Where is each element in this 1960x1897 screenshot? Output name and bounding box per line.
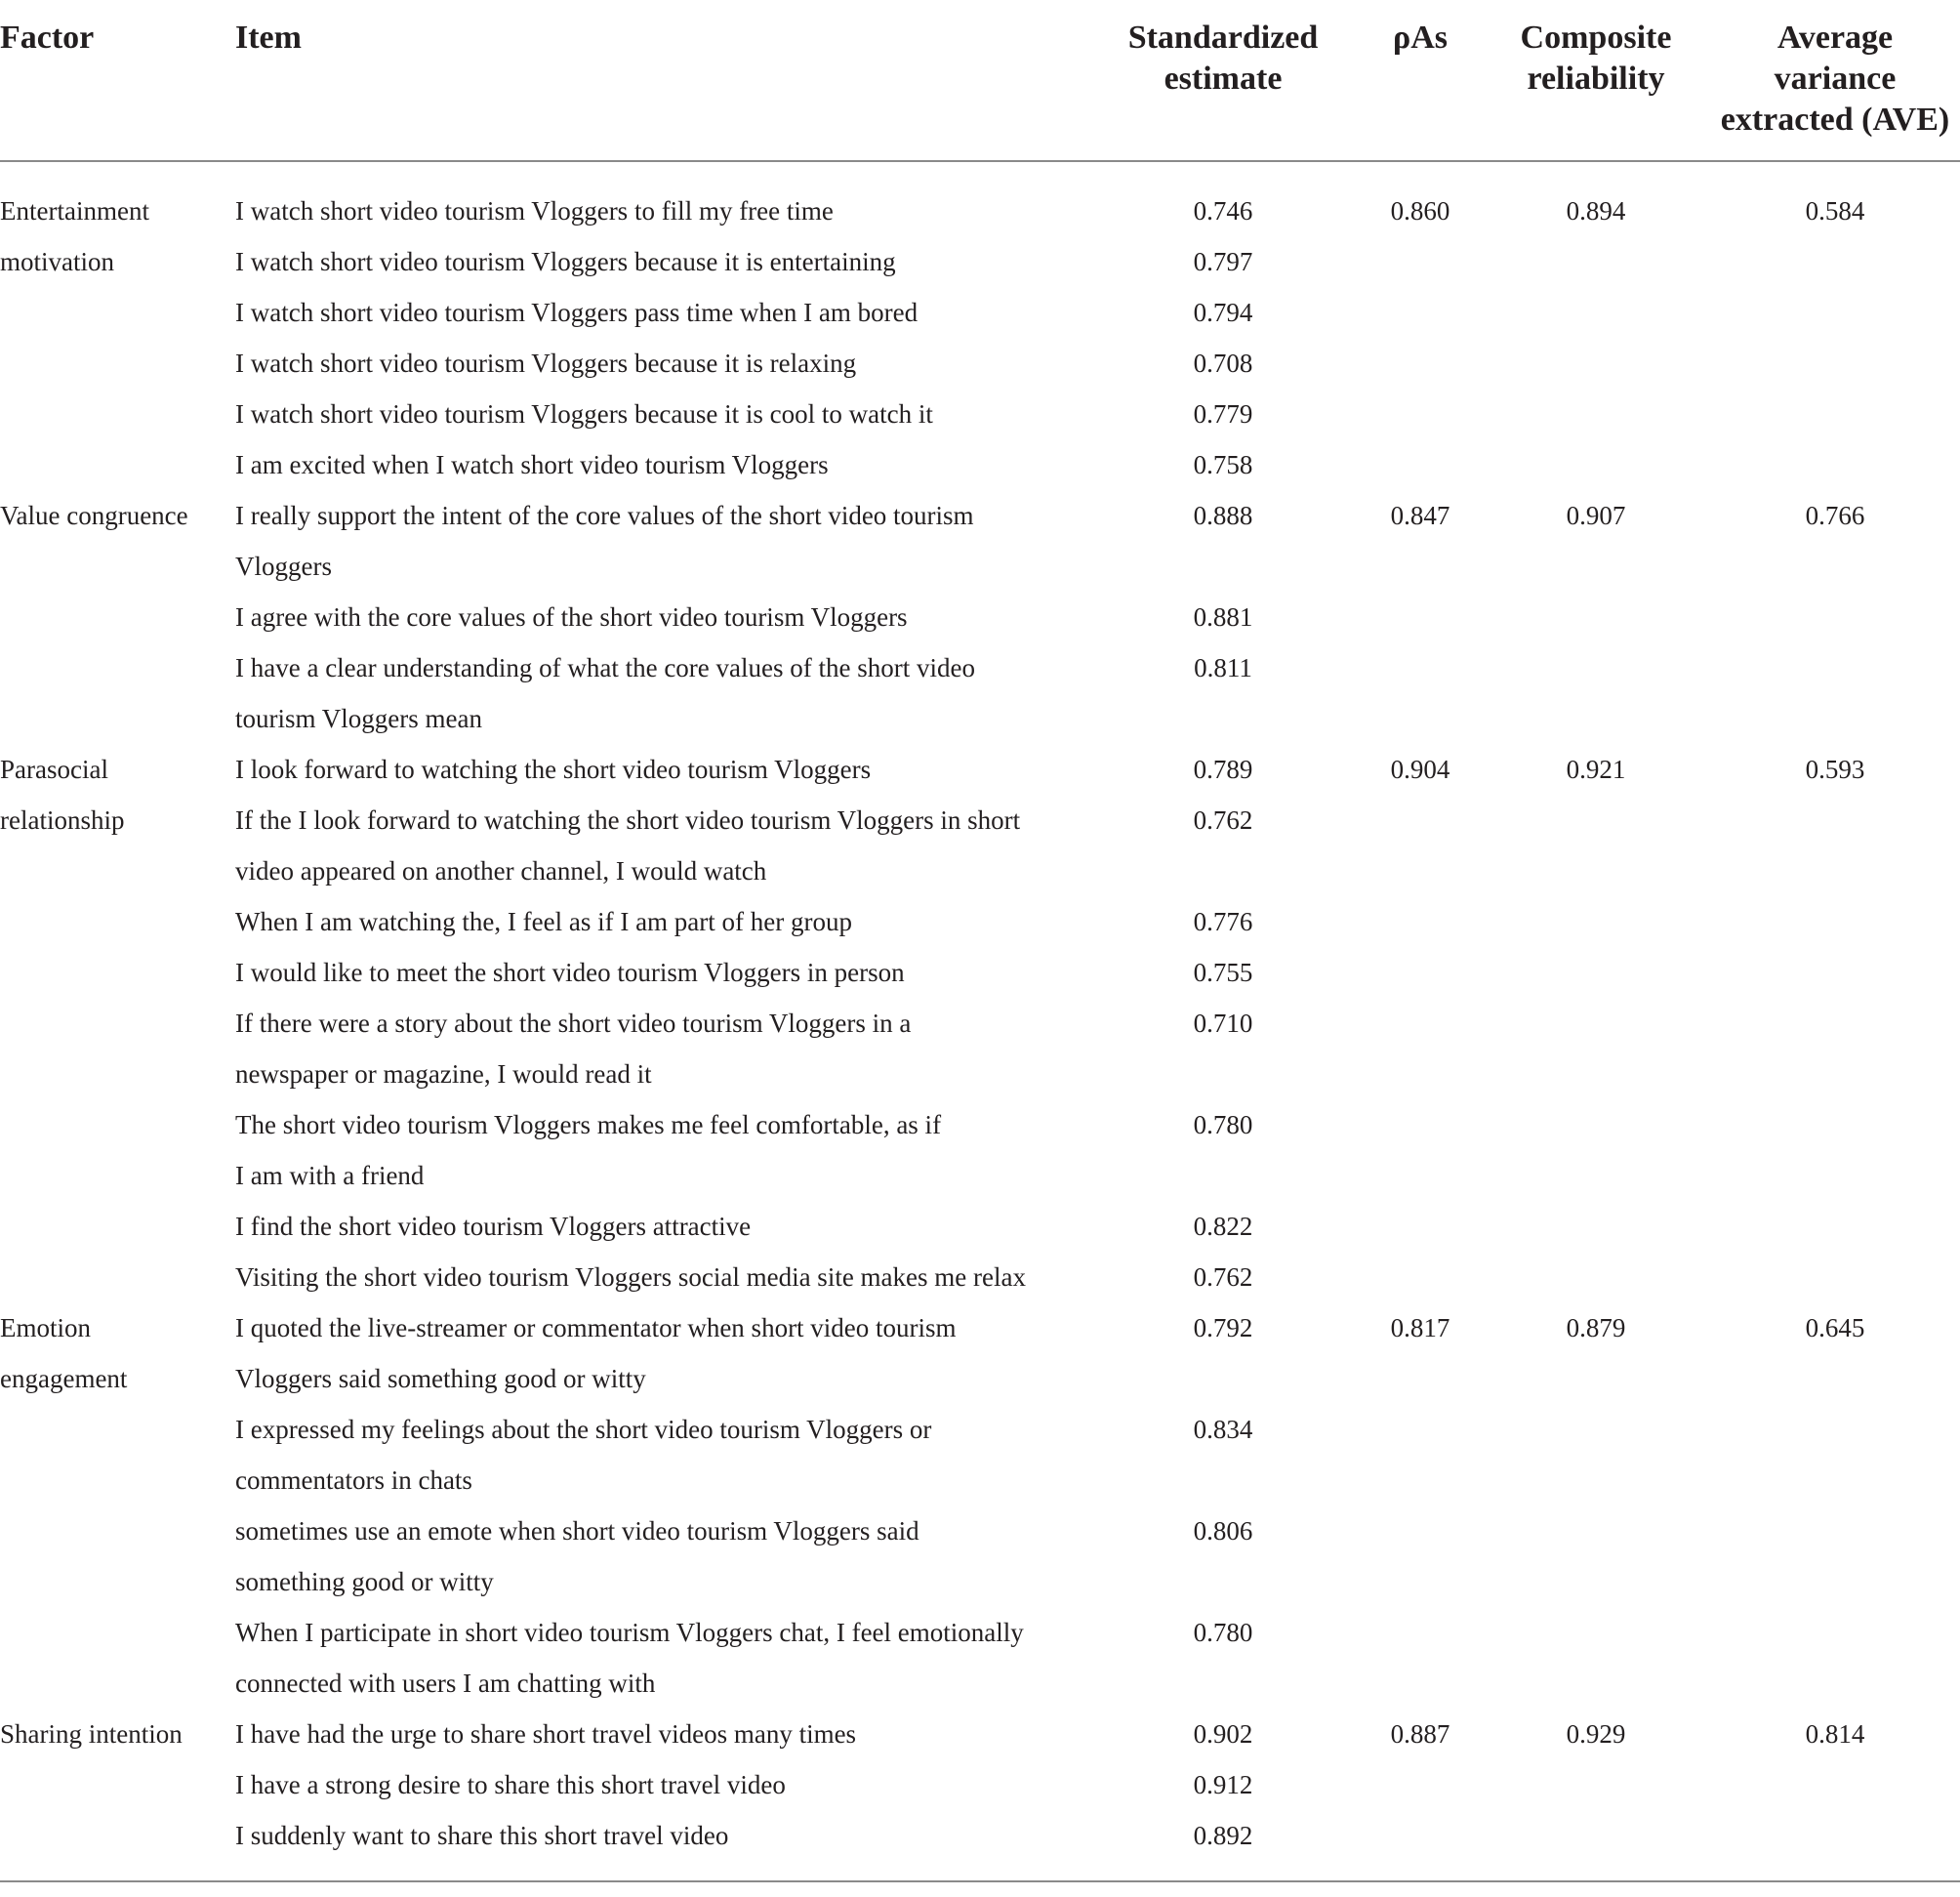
standardized-estimate-value: 0.776 xyxy=(1193,907,1253,936)
table-row xyxy=(0,389,1960,439)
rho-as-value: 0.904 xyxy=(1390,755,1450,784)
table-row xyxy=(0,744,1960,795)
standardized-estimate-value: 0.811 xyxy=(1194,653,1252,682)
table-row xyxy=(0,490,1960,592)
rho-as-value: 0.887 xyxy=(1390,1719,1450,1749)
header-composite-reliability: Composite reliability xyxy=(1520,20,1672,97)
item-text: I quoted the live-streamer or commentator when short video tourism Vloggers said something good or witty xyxy=(235,1313,957,1393)
item-text: I look forward to watching the short video tourism Vloggers xyxy=(235,755,872,784)
ave-value: 0.584 xyxy=(1805,196,1865,226)
ave-value: 0.593 xyxy=(1805,755,1865,784)
table-row xyxy=(0,1709,1960,1759)
item-text: I really support the intent of the core values of the short video tourism Vloggers xyxy=(235,501,974,581)
ave-value: 0.645 xyxy=(1805,1313,1865,1342)
item-text: sometimes use an emote when short video tourism Vloggers said something good or witty xyxy=(235,1516,919,1596)
item-text: I would like to meet the short video tourism Vloggers in person xyxy=(235,958,905,987)
standardized-estimate-value: 0.755 xyxy=(1193,958,1253,987)
header-factor: Factor xyxy=(0,20,95,56)
standardized-estimate-value: 0.806 xyxy=(1193,1516,1253,1546)
item-text: I watch short video tourism Vloggers because it is relaxing xyxy=(235,349,857,378)
item-text: When I participate in short video tourism Vloggers chat, I feel emotionally connected with users I am chatting with xyxy=(235,1618,1024,1698)
item-text: If there were a story about the short video tourism Vloggers in a newspaper or magazine, I would read it xyxy=(235,1009,912,1089)
table-row xyxy=(0,1759,1960,1810)
header-item: Item xyxy=(235,20,302,56)
factor-label: Sharing intention xyxy=(0,1719,183,1749)
table-row xyxy=(0,795,1960,896)
item-text: I am excited when I watch short video tourism Vloggers xyxy=(235,450,829,479)
composite-reliability-value: 0.929 xyxy=(1566,1719,1626,1749)
factor-label: Entertainment motivation xyxy=(0,196,149,276)
table-row xyxy=(0,1404,1960,1505)
standardized-estimate-value: 0.780 xyxy=(1193,1110,1253,1139)
table-row xyxy=(0,642,1960,744)
item-text: I watch short video tourism Vloggers pass time when I am bored xyxy=(235,298,919,327)
ave-value: 0.814 xyxy=(1805,1719,1865,1749)
table-row xyxy=(0,1607,1960,1709)
standardized-estimate-value: 0.762 xyxy=(1193,805,1253,835)
item-text: The short video tourism Vloggers makes me feel comfortable, as if I am with a friend xyxy=(235,1110,942,1190)
standardized-estimate-value: 0.758 xyxy=(1193,450,1253,479)
table-body xyxy=(0,186,1960,1861)
factor-group xyxy=(0,1709,1960,1861)
standardized-estimate-value: 0.822 xyxy=(1193,1212,1253,1241)
factor-group xyxy=(0,490,1960,744)
item-text: I have had the urge to share short travel videos many times xyxy=(235,1719,857,1749)
header-rho-as: ρAs xyxy=(1393,20,1448,56)
table-row xyxy=(0,1505,1960,1607)
standardized-estimate-value: 0.780 xyxy=(1193,1618,1253,1647)
item-text: I expressed my feelings about the short video tourism Vloggers or commentators in chats xyxy=(235,1415,932,1495)
table-header xyxy=(0,0,1960,162)
composite-reliability-value: 0.894 xyxy=(1566,196,1626,226)
composite-reliability-value: 0.907 xyxy=(1566,501,1626,530)
table-row xyxy=(0,947,1960,998)
table-row xyxy=(0,998,1960,1099)
item-text: I watch short video tourism Vloggers because it is entertaining xyxy=(235,247,896,276)
item-text: I watch short video tourism Vloggers because it is cool to watch it xyxy=(235,399,933,429)
ave-value: 0.766 xyxy=(1805,501,1865,530)
table-row xyxy=(0,236,1960,287)
standardized-estimate-value: 0.892 xyxy=(1193,1821,1253,1850)
item-text: Visiting the short video tourism Vloggers social media site makes me relax xyxy=(235,1262,1026,1292)
rho-as-value: 0.847 xyxy=(1390,501,1450,530)
factor-group xyxy=(0,186,1960,490)
standardized-estimate-value: 0.881 xyxy=(1193,602,1253,632)
standardized-estimate-value: 0.710 xyxy=(1193,1009,1253,1038)
table-row xyxy=(0,1810,1960,1861)
composite-reliability-value: 0.879 xyxy=(1566,1313,1626,1342)
table-row xyxy=(0,1252,1960,1302)
table-row xyxy=(0,287,1960,338)
item-text: If the I look forward to watching the short video tourism Vloggers in short video appeared on another channel, I would watch xyxy=(235,805,1021,886)
standardized-estimate-value: 0.708 xyxy=(1193,349,1253,378)
factor-label: Parasocial relationship xyxy=(0,755,125,835)
factor-label: Value congruence xyxy=(0,501,188,530)
rho-as-value: 0.817 xyxy=(1390,1313,1450,1342)
composite-reliability-value: 0.921 xyxy=(1566,755,1626,784)
item-text: I have a clear understanding of what the core values of the short video tourism Vloggers mean xyxy=(235,653,975,733)
header-ave: Average variance extracted (AVE) xyxy=(1720,20,1950,138)
header-standardized-estimate: Standardized estimate xyxy=(1127,20,1319,97)
table-row xyxy=(0,896,1960,947)
item-text: I watch short video tourism Vloggers to fill my free time xyxy=(235,196,834,226)
standardized-estimate-value: 0.746 xyxy=(1193,196,1253,226)
standardized-estimate-value: 0.762 xyxy=(1193,1262,1253,1292)
standardized-estimate-value: 0.797 xyxy=(1193,247,1253,276)
item-text: I agree with the core values of the short video tourism Vloggers xyxy=(235,602,908,632)
table-row xyxy=(0,439,1960,490)
standardized-estimate-value: 0.794 xyxy=(1193,298,1253,327)
factor-group xyxy=(0,1302,1960,1709)
table-row xyxy=(0,592,1960,642)
factor-group xyxy=(0,744,1960,1302)
item-text: I have a strong desire to share this short travel video xyxy=(235,1770,786,1799)
factor-label: Emotion engagement xyxy=(0,1313,128,1393)
standardized-estimate-value: 0.792 xyxy=(1193,1313,1253,1342)
table-row xyxy=(0,1201,1960,1252)
item-text: I suddenly want to share this short travel video xyxy=(235,1821,729,1850)
table-row xyxy=(0,1099,1960,1201)
item-text: I find the short video tourism Vloggers attractive xyxy=(235,1212,752,1241)
table-row xyxy=(0,186,1960,236)
standardized-estimate-value: 0.834 xyxy=(1193,1415,1253,1444)
standardized-estimate-value: 0.912 xyxy=(1193,1770,1253,1799)
item-text: When I am watching the, I feel as if I am part of her group xyxy=(235,907,852,936)
table-row xyxy=(0,1302,1960,1404)
standardized-estimate-value: 0.789 xyxy=(1193,755,1253,784)
table-row xyxy=(0,338,1960,389)
standardized-estimate-value: 0.779 xyxy=(1193,399,1253,429)
rho-as-value: 0.860 xyxy=(1390,196,1450,226)
standardized-estimate-value: 0.888 xyxy=(1193,501,1253,530)
table-bottom-rule xyxy=(0,1880,1960,1882)
standardized-estimate-value: 0.902 xyxy=(1193,1719,1253,1749)
